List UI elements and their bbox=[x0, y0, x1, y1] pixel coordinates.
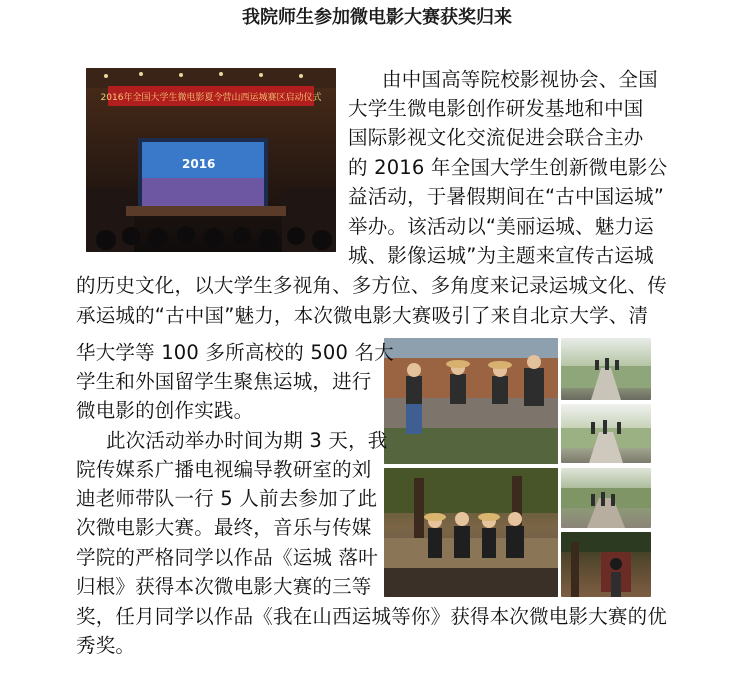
article-line-18: 归根》获得本次微电影大赛的三等 bbox=[76, 575, 372, 598]
article-title: 我院师生参加微电影大赛获奖归来 bbox=[242, 7, 512, 28]
small-photo-path-2 bbox=[561, 404, 651, 463]
article-line-19: 奖，任月同学以作品《我在山西运城等你》获得本次微电影大赛的优 bbox=[76, 605, 668, 628]
article-line-2: 大学生微电影创作研发基地和中国 bbox=[348, 97, 644, 120]
small-photo-camera bbox=[561, 532, 651, 597]
article-line-6: 举办。该活动以“美丽运城、魅力运 bbox=[348, 215, 654, 238]
hall-banner-text: 2016年全国大学生微电影夏令营山西运城赛区启动仪式 bbox=[100, 93, 322, 103]
article-line-5: 益活动，于暑假期间在“古中国运城” bbox=[348, 185, 665, 208]
article-line-7: 城、影像运城”为主题来宣传古运城 bbox=[348, 244, 654, 267]
article-line-10: 华大学等 100 多所高校的 500 名大 bbox=[76, 341, 394, 364]
article-line-12: 微电影的创作实践。 bbox=[76, 399, 254, 422]
article-line-17: 学院的严格同学以作品《运城 落叶 bbox=[76, 546, 378, 569]
small-photo-path-1 bbox=[561, 338, 651, 400]
article-line-1: 由中国高等院校影视协会、全国 bbox=[382, 68, 658, 91]
group-photo-trees bbox=[384, 468, 558, 597]
article-line-13: 此次活动举办时间为期 3 天，我 bbox=[106, 429, 388, 452]
article-line-9: 承运城的“古中国”魅力，本次微电影大赛吸引了来自北京大学、清 bbox=[76, 304, 649, 327]
conference-hall-photo bbox=[86, 68, 336, 252]
hall-screen-text: 2016 bbox=[182, 157, 216, 171]
article-line-15: 迪老师带队一行 5 人前去参加了此 bbox=[76, 487, 378, 510]
article-line-3: 国际影视文化交流促进会联合主办 bbox=[348, 126, 644, 149]
article-line-4: 的 2016 年全国大学生创新微电影公 bbox=[348, 156, 668, 179]
small-photo-path-3 bbox=[561, 468, 651, 528]
group-photo-wall bbox=[384, 338, 558, 464]
article-line-14: 院传媒系广播电视编导教研室的刘 bbox=[76, 458, 372, 481]
article-line-8: 的历史文化，以大学生多视角、多方位、多角度来记录运城文化、传 bbox=[76, 274, 668, 297]
article-line-20: 秀奖。 bbox=[76, 634, 136, 657]
article-line-16: 次微电影大赛。最终，音乐与传媒 bbox=[76, 516, 372, 539]
article-line-11: 学生和外国留学生聚焦运城，进行 bbox=[76, 370, 372, 393]
